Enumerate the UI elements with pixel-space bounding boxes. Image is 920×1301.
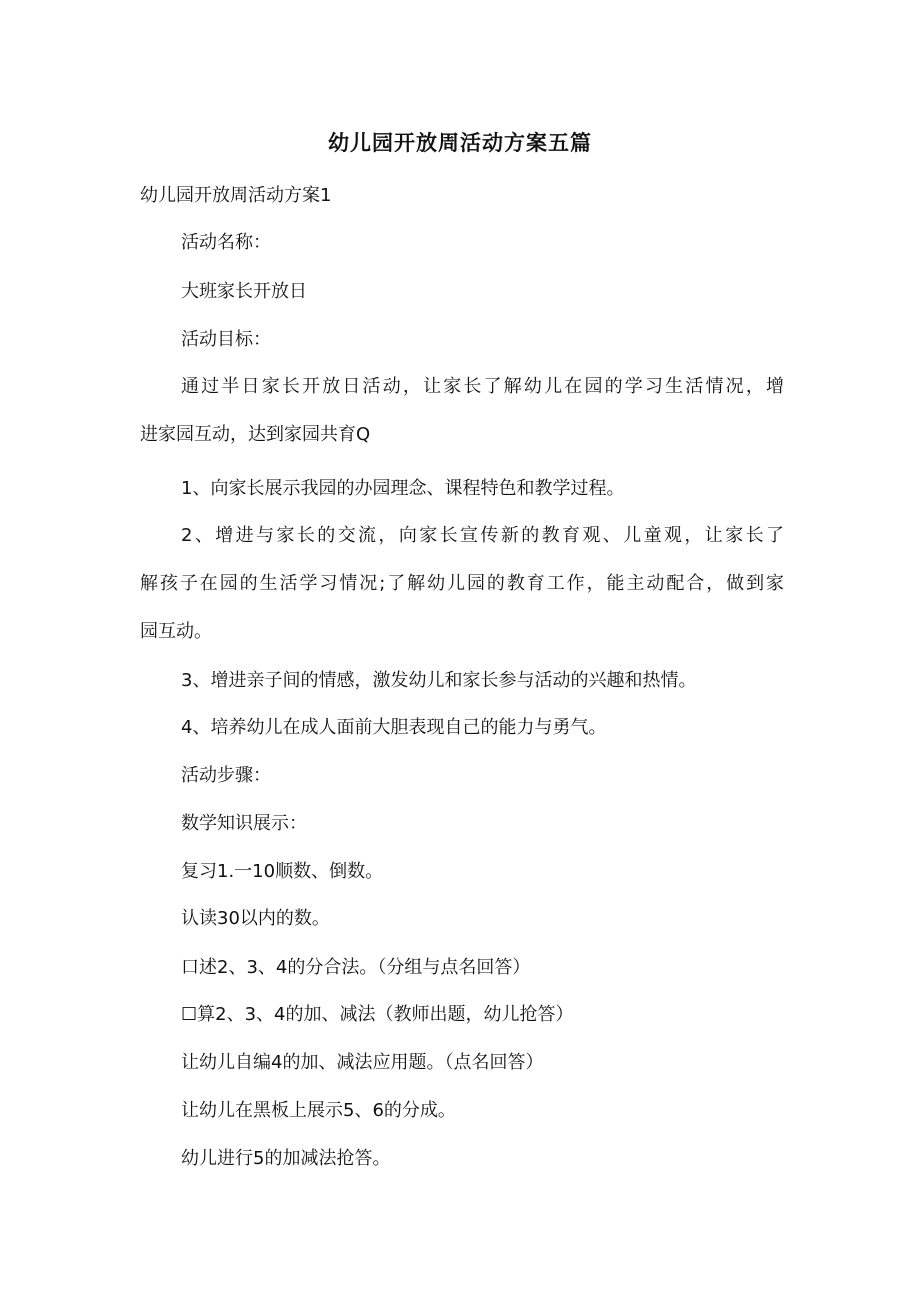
document-title: 幼儿园开放周活动方案五篇 <box>328 131 592 155</box>
goal-item-2-line-1: 2、增进与家长的交流，向家长宣传新的教育观、儿童观，让家长了 <box>181 525 784 546</box>
step-item: 复习1.一10顺数、倒数。 <box>181 861 384 882</box>
goal-item-2-line-2: 解孩子在园的生活学习情况;了解幼儿园的教育工作，能主动配合，做到家 <box>140 573 784 594</box>
step-item: ☐算2、3、4的加、减法（教师出题，幼儿抢答） <box>181 1004 574 1025</box>
step-item: 认读30以内的数。 <box>181 908 330 929</box>
section-heading: 幼儿园开放周活动方案1 <box>140 185 332 206</box>
activity-name: 大班家长开放日 <box>181 281 307 302</box>
activity-name-label: 活动名称： <box>181 232 271 253</box>
activity-goal-label: 活动目标： <box>181 329 271 350</box>
goal-intro-line-1: 通过半日家长开放日活动，让家长了解幼儿在园的学习生活情况，增 <box>181 376 784 397</box>
step-item: 让幼儿在黑板上展示5、6的分成。 <box>181 1100 456 1121</box>
goal-item-2-line-3: 园互动。 <box>140 621 212 642</box>
step-item: 幼儿进行5的加减法抢答。 <box>181 1148 391 1169</box>
goal-item-2-paragraph <box>140 524 784 644</box>
goal-intro-paragraph <box>140 375 784 447</box>
step-item: 让幼儿自编4的加、减法应用题。（点名回答） <box>181 1052 544 1073</box>
activity-steps-label: 活动步骤： <box>181 765 271 786</box>
goal-intro-line-2: 进家园互动，达到家园共育Q <box>140 424 371 445</box>
step-item: 口述2、3、4的分合法。（分组与点名回答） <box>181 957 531 978</box>
goal-item-3: 3、增进亲子间的情感，激发幼儿和家长参与活动的兴趣和热情。 <box>181 670 697 691</box>
goal-item-1: 1、向家长展示我园的办园理念、课程特色和教学过程。 <box>181 478 625 499</box>
math-knowledge-label: 数学知识展示： <box>181 813 307 834</box>
goal-item-4: 4、培养幼儿在成人面前大胆表现自己的能力与勇气。 <box>181 717 607 738</box>
